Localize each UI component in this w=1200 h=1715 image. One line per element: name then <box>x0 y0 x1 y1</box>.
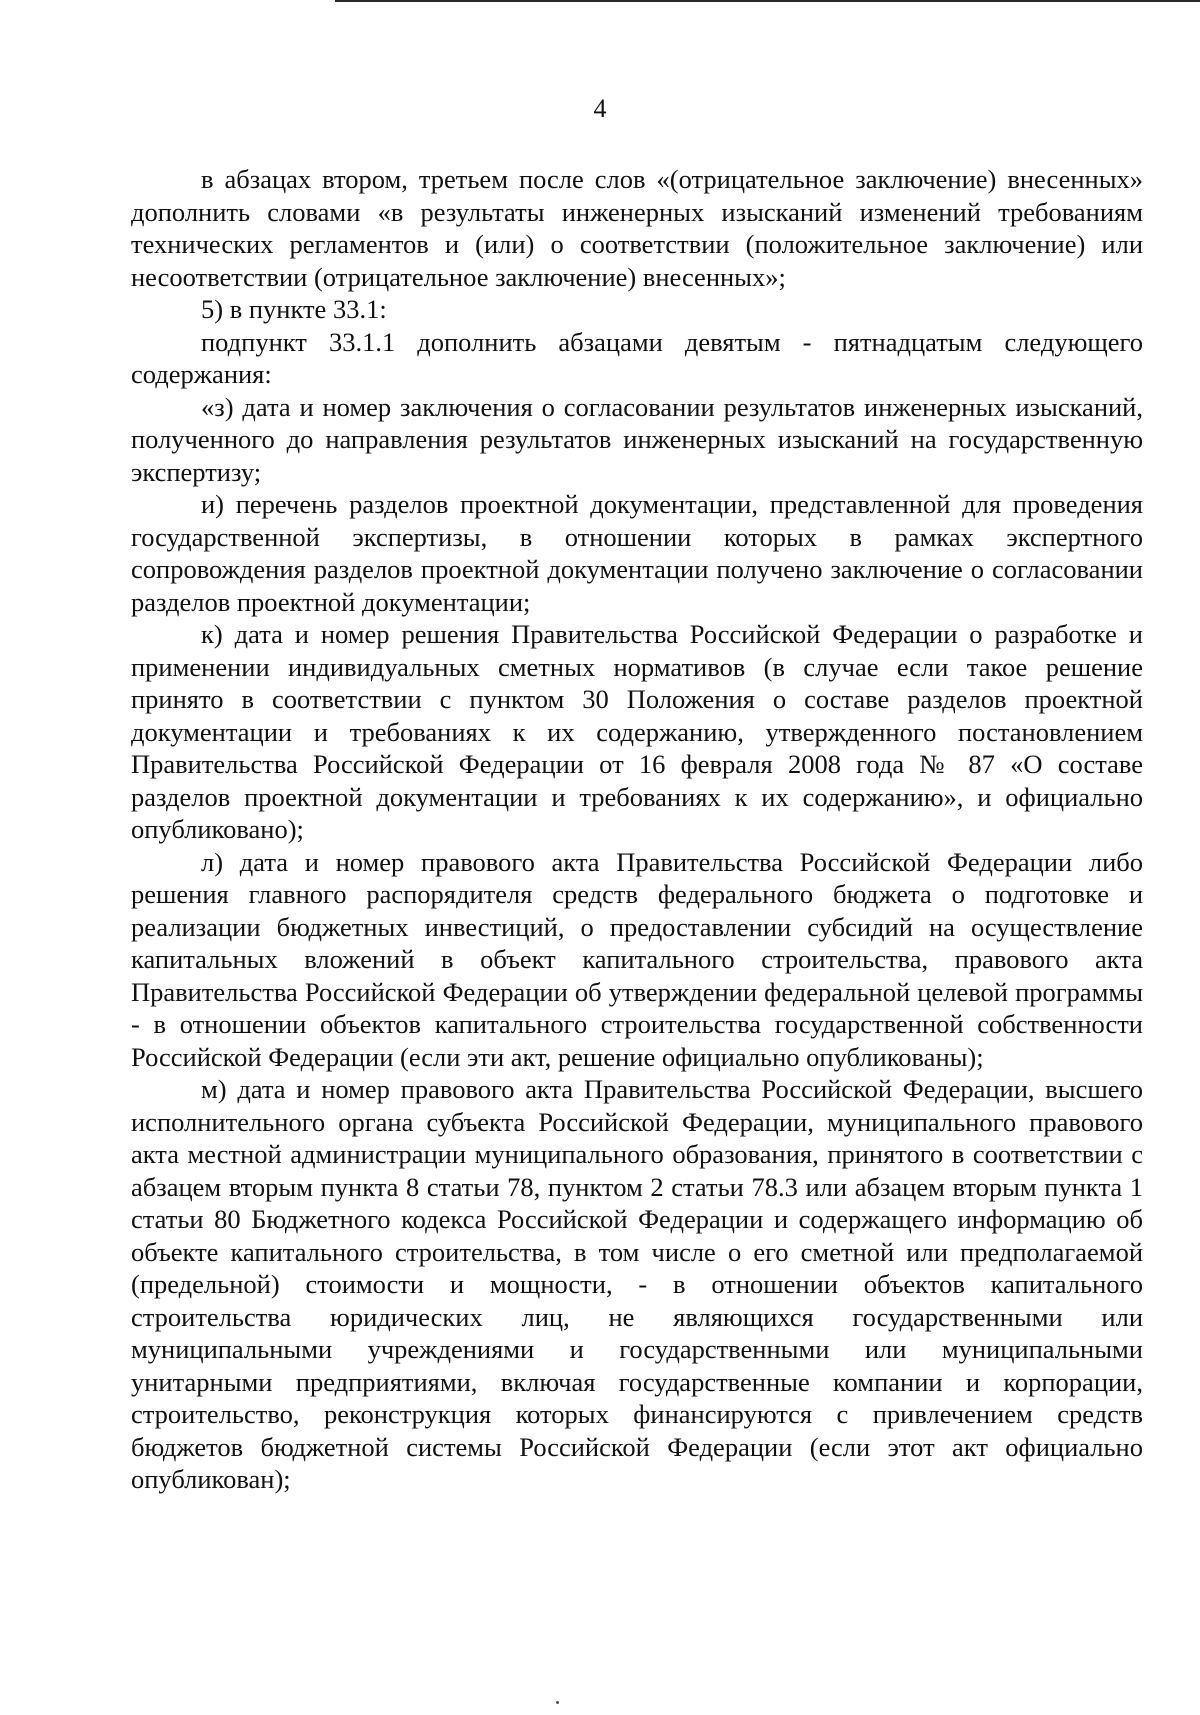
document-body <box>131 163 1143 1496</box>
scan-speck <box>556 1701 559 1704</box>
paragraph-m: м) дата и номер правового акта Правительства Российской Федерации, высшего исполнительного органа субъекта Российской Федерации, муниципального правового акта местной администрации муниципального образования, принятого в соответствии с абзацем вторым пункта 8 статьи 78, пунктом 2 статьи 78.3 или абзацем вторым пункта 1 статьи 80 Бюджетного кодекса Российской Федерации и содержащего информацию об объекте капитального строительства, в том числе о его сметной или предполагаемой (предельной) стоимости и мощности, - в отношении объектов капитального строительства юридических лиц, не являющихся государственными или муниципальными учреждениями и государственными или муниципальными унитарными предприятиями, включая государственные компании и корпорации, строительство, реконструкция которых финансируются с привлечением средств бюджетов бюджетной системы Российской Федерации (если этот акт официально опубликован); <box>131 1074 1143 1494</box>
paragraph-l: л) дата и номер правового акта Правительства Российской Федерации либо решения главного распорядителя средств федерального бюджета о подготовке и реализации бюджетных инвестиций, о предоставлении субсидий на осуществление капитальных вложений в объект капитального строительства, правового акта Правительства Российской Федерации об утверждении федеральной целевой программы - в отношении объектов капитального строительства государственной собственности Российской Федерации (если эти акт, решение официально опубликованы); <box>131 846 1143 1072</box>
paragraph-subitem-33-1-1: подпункт 33.1.1 дополнить абзацами девятым - пятнадцатым следующего содержания: <box>131 326 1143 389</box>
paragraph-intro: в абзацах втором, третьем после слов «(отрицательное заключение) внесенных» дополнить словами «в результаты инженерных изысканий изменений требованиям технических регламентов и (или) о соответствии (положительное заключение) или несоответствии (отрицательное заключение) внесенных»; <box>131 164 1143 292</box>
paragraph-z: «з) дата и номер заключения о согласовании результатов инженерных изысканий, полученного до направления результатов инженерных изысканий на государственную экспертизу; <box>131 391 1143 487</box>
paragraph-k: к) дата и номер решения Правительства Российской Федерации о разработке и применении индивидуальных сметных нормативов (в случае если такое решение принято в соответствии с пунктом 30 Положения о составе разделов проектной документации и требованиях к их содержанию, утвержденного постановлением Правительства Российской Федерации от 16 февраля 2008 года № 87 «О составе разделов проектной документации и требованиях к их содержанию», и официально опубликовано); <box>131 619 1143 844</box>
page-number: 4 <box>593 94 607 123</box>
scan-edge-line <box>335 0 1200 2</box>
paragraph-i: и) перечень разделов проектной документации, представленной для проведения государственной экспертизы, в отношении которых в рамках экспертного сопровождения разделов проектной документации получено заключение о согласовании разделов проектной документации; <box>131 489 1143 617</box>
paragraph-item-5: 5) в пункте 33.1: <box>201 294 387 324</box>
